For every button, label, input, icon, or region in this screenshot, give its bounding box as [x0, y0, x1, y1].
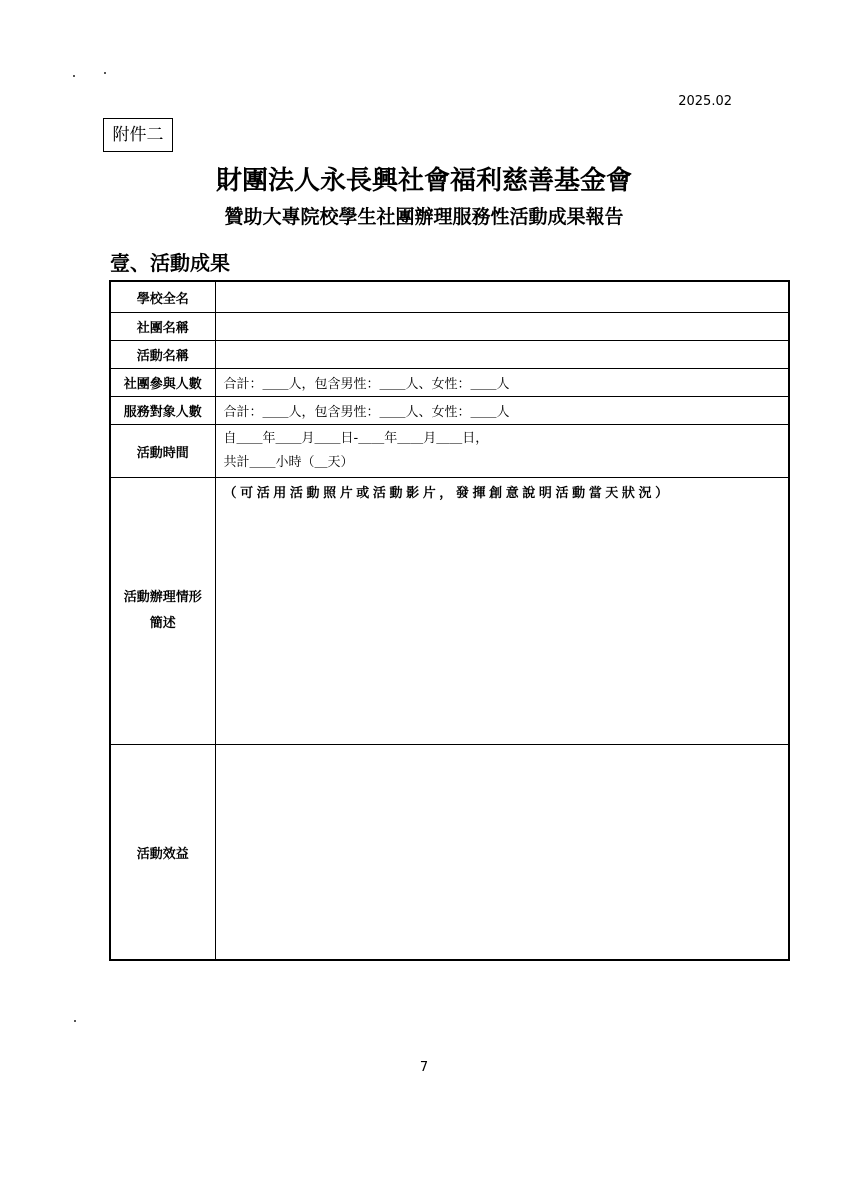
served-label: 服務對象人數: [110, 397, 215, 425]
activity-benefit-field[interactable]: [215, 745, 789, 961]
activity-time-total: 共計＿＿小時（＿天）: [223, 455, 354, 470]
scan-speck: [73, 75, 75, 77]
row-activity-time: [110, 425, 789, 478]
row-served: [110, 397, 789, 425]
row-activity-summary: [110, 478, 789, 745]
activity-time-label: 活動時間: [110, 425, 215, 478]
club-name-field[interactable]: [215, 313, 789, 341]
row-school-name: [110, 281, 789, 313]
school-name-field[interactable]: [215, 281, 789, 313]
scan-speck: [74, 1020, 76, 1022]
activity-summary-label-line1: 活動辦理情形: [123, 590, 202, 605]
activity-time-field[interactable]: [215, 425, 789, 478]
activity-time-range: 自＿＿年＿＿月＿＿日-＿＿年＿＿月＿＿日，: [223, 431, 489, 446]
activity-name-label: 活動名稱: [110, 341, 215, 369]
activity-summary-field[interactable]: [215, 478, 789, 745]
club-name-label: 社團名稱: [110, 313, 215, 341]
row-activity-name: [110, 341, 789, 369]
document-title: 財團法人永長興社會福利慈善基金會: [215, 166, 632, 196]
activity-benefit-label: 活動效益: [110, 745, 215, 961]
row-club-name: [110, 313, 789, 341]
scan-speck: [104, 72, 106, 74]
row-participants: [110, 369, 789, 397]
participants-label: 社團參與人數: [110, 369, 215, 397]
document-subtitle: 贊助大專院校學生社團辦理服務性活動成果報告: [224, 206, 624, 228]
page-number: 7: [419, 1060, 429, 1075]
activity-summary-label: [110, 478, 215, 745]
participants-field[interactable]: 合計：＿＿人，包含男性：＿＿人、女性：＿＿人: [215, 369, 789, 397]
school-name-label: 學校全名: [110, 281, 215, 313]
activity-name-field[interactable]: [215, 341, 789, 369]
served-field[interactable]: 合計：＿＿人，包含男性：＿＿人、女性：＿＿人: [215, 397, 789, 425]
activity-summary-note: （可活用活動照片或活動影片，發揮創意說明活動當天狀況）: [223, 486, 672, 501]
section-title: 壹、活動成果: [110, 251, 230, 275]
row-activity-benefit: [110, 745, 789, 961]
report-form: [109, 280, 790, 961]
document-date: 2025.02: [678, 94, 732, 109]
attachment-label: 附件二: [103, 118, 173, 152]
activity-summary-label-line2: 簡述: [149, 616, 176, 631]
